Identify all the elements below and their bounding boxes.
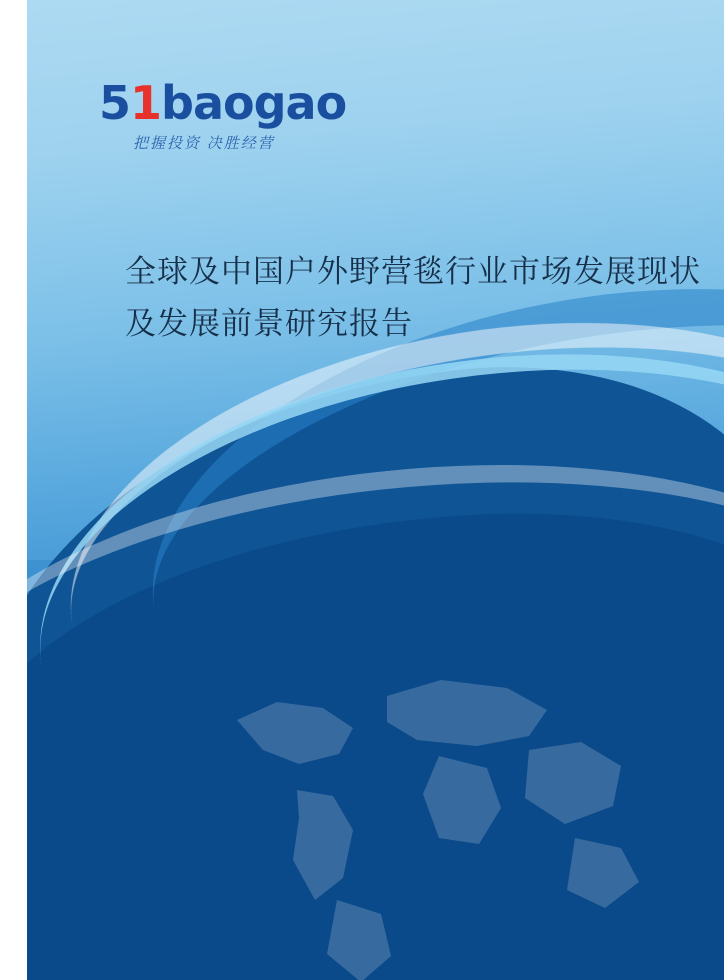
cover-background [27,0,724,980]
report-title: 全球及中国户外野营毯行业市场发展现状及发展前景研究报告 [125,254,701,341]
logo-digit-1: 1 [130,76,162,130]
logo-digit-5: 5 [99,76,131,130]
logo-tagline: 把握投资 决胜经营 [133,136,275,152]
logo-text: baogao [161,76,347,130]
logo-wordmark [99,78,399,128]
world-map-texture [177,600,697,980]
brand-logo [99,78,399,168]
